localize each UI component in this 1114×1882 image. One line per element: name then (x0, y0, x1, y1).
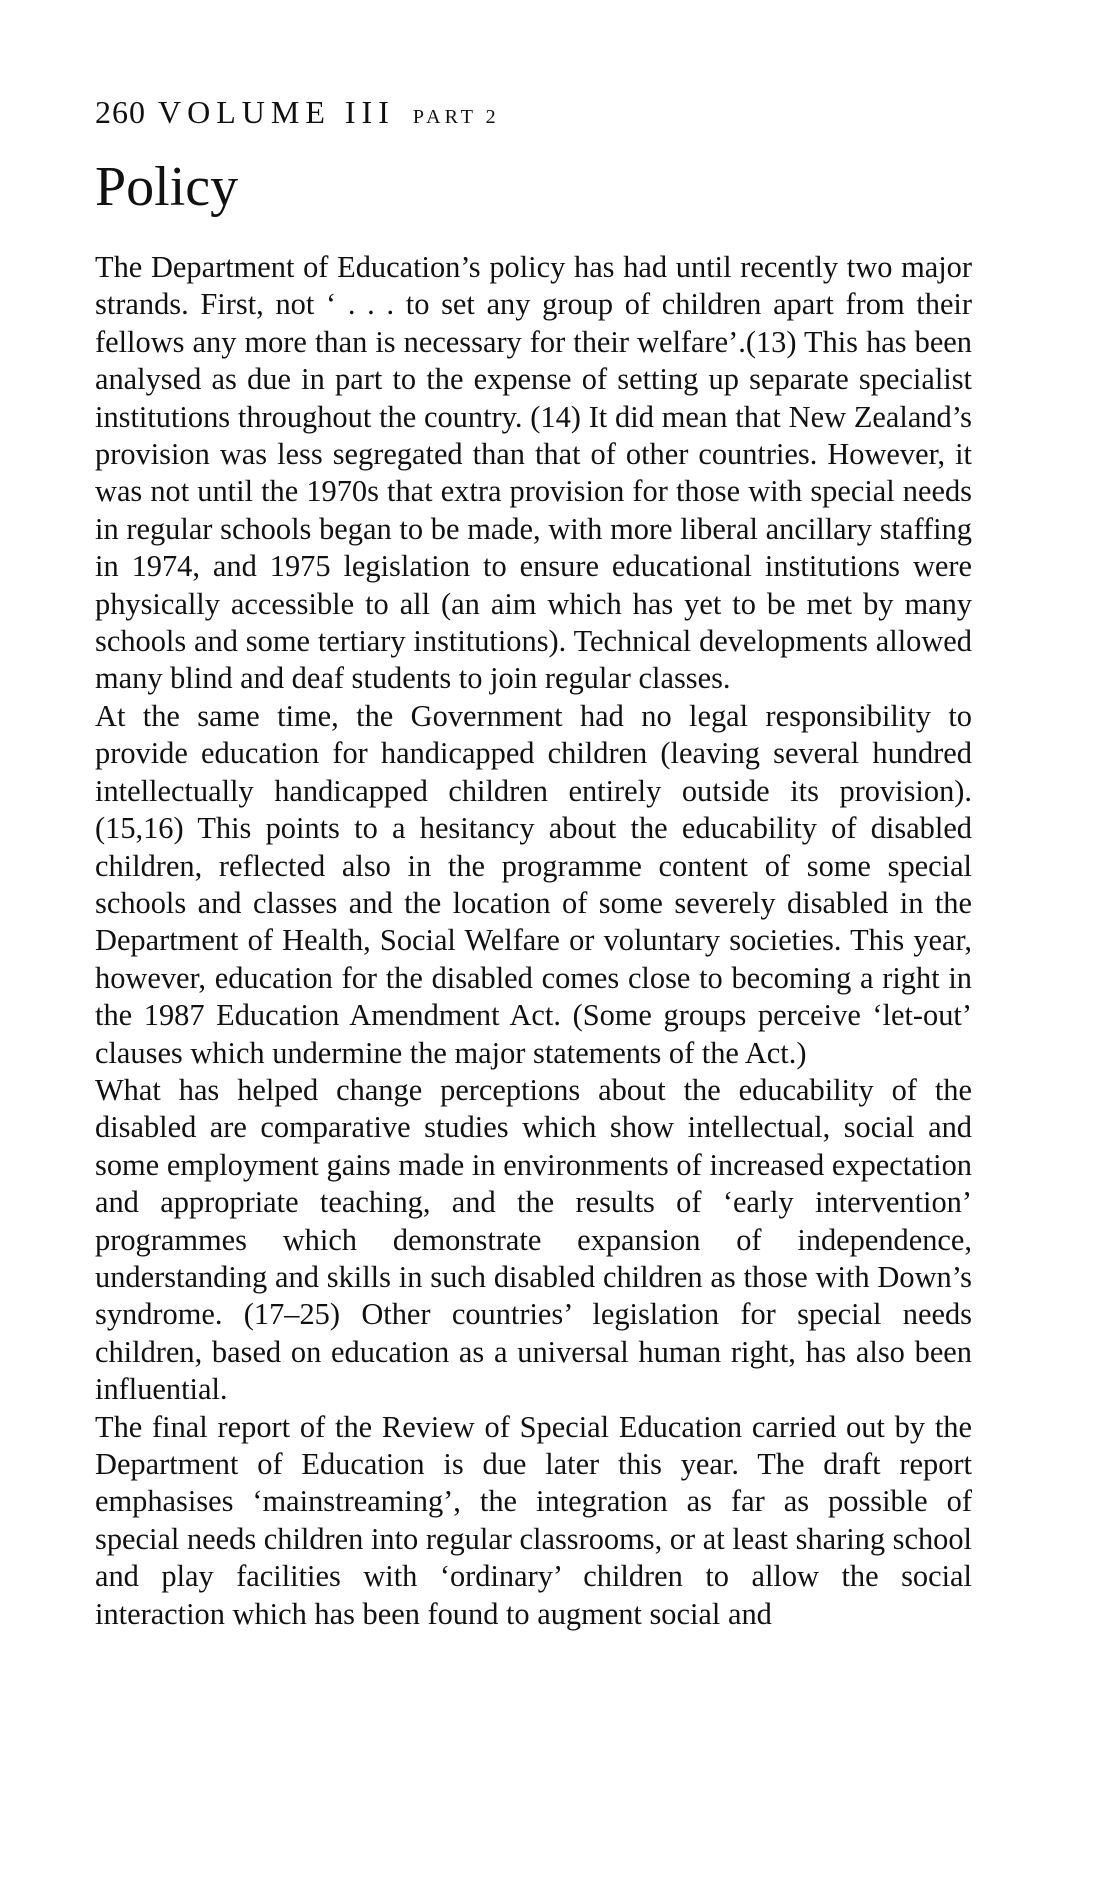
section-title: Policy (95, 156, 239, 218)
paragraph: At the same time, the Government had no legal responsibility to provide education for handicapped children (leaving several hundred intellectually handicapped children entirely outside its provision). (15,16) This points to a hesitancy about the educability of disabled children, reflected also in the programme content of some special schools and classes and the location of some severely disabled in the Department of Health, Social Welfare or voluntary societies. This year, however, education for the disabled comes close to becoming a right in the 1987 Education Amendment Act. (Some groups perceive ‘let-out’ clauses which undermine the major statements of the Act.) (95, 698, 972, 1070)
running-head (95, 92, 972, 137)
paragraph: The Department of Education’s policy has had until recently two major strands. First, not ‘ . . . to set any group of children apart from their fellows any more than is necessary for their welfare’.(13) This has been analysed as due in part to the expense of setting up separate specialist institutions throughout the country. (14) It did mean that New Zealand’s provision was less segregated than that of other countries. However, it was not until the 1970s that extra provision for those with special needs in regular schools began to be made, with more liberal ancillary staffing in 1974, and 1975 legislation to ensure educational institutions were physically accessible to all (an aim which has yet to be met by many schools and some tertiary institutions). Technical developments allowed many blind and deaf students to join regular classes. (95, 250, 972, 696)
document-page (95, 0, 972, 1633)
paragraph: What has helped change perceptions about the educability of the disabled are comparative studies which show intellectual, social and some employment gains made in environments of increased expectation and appropriate teaching, and the results of ‘early intervention’ programmes which demonstrate expansion of independence, understanding and skills in such disabled children as those with Down’s syndrome. (17–25) Other countries’ legislation for special needs children, based on education as a universal human right, has also been influential. (95, 1072, 972, 1407)
paragraph: The final report of the Review of Special Education carried out by the Department of Education is due later this year. The draft report emphasises ‘mainstreaming’, the integration as far as possible of special needs children into regular classrooms, or at least sharing school and play facilities with ‘ordinary’ children to allow the social interaction which has been found to augment social and (95, 1409, 972, 1631)
volume-label: VOLUME III (158, 94, 395, 130)
part-label: PART 2 (412, 106, 500, 128)
body-text (95, 249, 972, 1633)
page-number: 260 (95, 94, 146, 130)
